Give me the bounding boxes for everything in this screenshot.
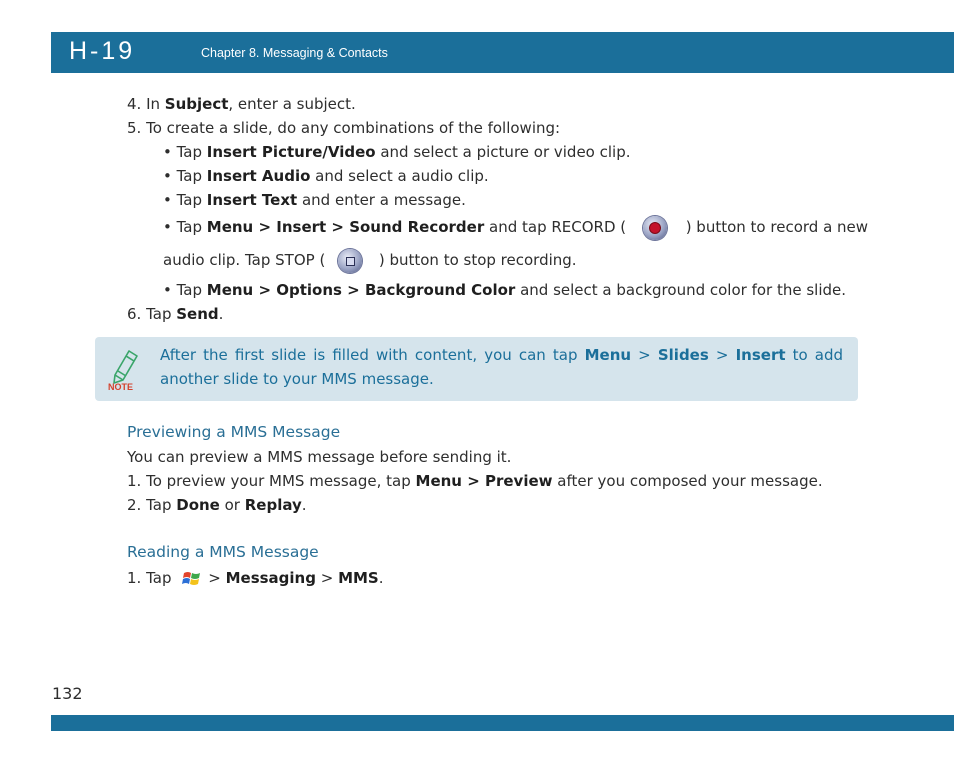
brand-title: H-19 bbox=[69, 37, 136, 65]
bullet-sound-recorder-line2: audio clip. Tap STOP ( ) button to stop recording. bbox=[163, 247, 577, 273]
preview-step-2: 2. Tap Done or Replay. bbox=[127, 496, 307, 514]
bullet-insert-audio: • Tap Insert Audio and select a audio clip. bbox=[163, 167, 489, 185]
record-icon bbox=[643, 216, 667, 240]
reading-step-1: 1. Tap > Messaging > MMS. bbox=[127, 569, 384, 587]
section-heading-preview: Previewing a MMS Message bbox=[127, 423, 341, 441]
page-header bbox=[51, 32, 954, 73]
step-5: 5. To create a slide, do any combinations of the following: bbox=[127, 119, 561, 137]
step-4: 4. In Subject, enter a subject. bbox=[127, 95, 356, 113]
chapter-title: Chapter 8. Messaging & Contacts bbox=[201, 46, 388, 60]
windows-start-icon bbox=[182, 569, 202, 589]
page-number: 132 bbox=[52, 684, 83, 703]
preview-step-1: 1. To preview your MMS message, tap Menu > Preview after you composed your message. bbox=[127, 472, 823, 490]
bullet-insert-text: • Tap Insert Text and enter a message. bbox=[163, 191, 466, 209]
bullet-sound-recorder: • Tap Menu > Insert > Sound Recorder and tap RECORD ( ) button to record a new bbox=[163, 214, 868, 240]
stop-icon bbox=[338, 249, 362, 273]
note-pencil-icon bbox=[107, 345, 143, 391]
bullet-background-color: • Tap Menu > Options > Background Color and select a background color for the slide. bbox=[163, 281, 847, 299]
note-label: NOTE bbox=[108, 382, 134, 391]
note-box bbox=[95, 337, 858, 401]
preview-intro: You can preview a MMS message before sending it. bbox=[127, 448, 512, 466]
step-6: 6. Tap Send. bbox=[127, 305, 224, 323]
page-footer-bar bbox=[51, 715, 954, 731]
section-heading-reading: Reading a MMS Message bbox=[127, 543, 319, 561]
bullet-insert-picture: • Tap Insert Picture/Video and select a picture or video clip. bbox=[163, 143, 631, 161]
note-text: After the first slide is filled with content, you can tap Menu > Slides > Insert to add another slide to your MMS message. bbox=[160, 346, 844, 388]
